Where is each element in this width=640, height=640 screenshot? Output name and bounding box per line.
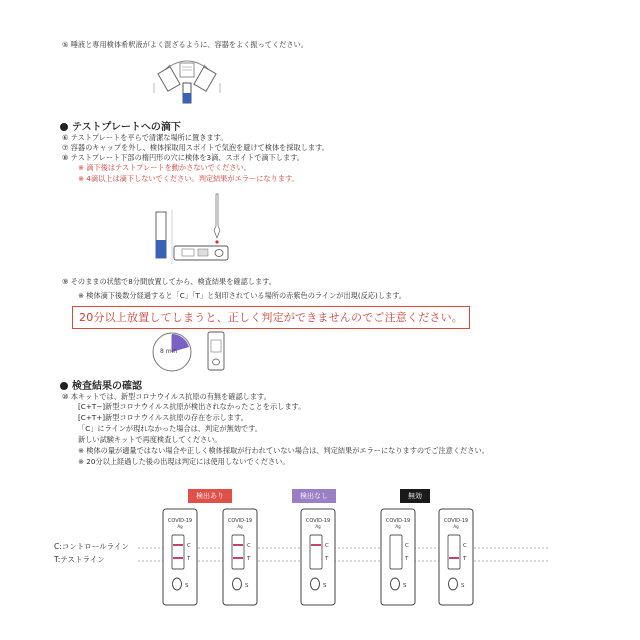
test-cassette bbox=[380, 508, 416, 610]
section-title-result bbox=[60, 377, 142, 392]
test-cassette bbox=[438, 508, 474, 610]
test-cassette bbox=[300, 508, 336, 610]
cassette-sub-label: Ag bbox=[453, 524, 459, 529]
warning-text: ※ 4滴以上は滴下しないでください。判定結果がエラーになります。 bbox=[78, 174, 299, 183]
c-mark: C bbox=[187, 543, 191, 549]
control-line-label: C:コントロールライン bbox=[54, 542, 129, 551]
guide-lines bbox=[138, 545, 548, 565]
section-title-dropping bbox=[60, 118, 181, 133]
c-mark: C bbox=[325, 543, 329, 549]
section-title-text: 検査結果の確認 bbox=[72, 381, 142, 392]
step-7-text: ⑦ 容器のキャップを外し、検体採取用スポイトで気泡を避けて検体を採取します。 bbox=[62, 143, 329, 152]
step-8-text: ⑧ テストプレート下部の楕円形の穴に検体を3滴、スポイトで滴下します。 bbox=[62, 153, 304, 162]
t-mark: T bbox=[187, 556, 191, 562]
t-mark: T bbox=[247, 556, 251, 562]
c-mark: C bbox=[463, 543, 467, 549]
badge-invalid: 無効 bbox=[400, 489, 430, 503]
step-9-text: ⑨ そのままの状態で8分間放置してから、検査結果を確認します。 bbox=[62, 277, 276, 286]
t-mark: T bbox=[405, 556, 409, 562]
step-6-text: ⑥ テストプレートを平らで清潔な場所に置きます。 bbox=[62, 133, 228, 142]
result-description: 新しい試験キットで再度検査してください。 bbox=[78, 435, 222, 444]
timer-label: 8 min bbox=[160, 348, 178, 355]
result-description: [C+T+]新型コロナウイルス抗原の存在を示します。 bbox=[78, 413, 248, 422]
result-description: 「C」にラインが現れなかった場合は、判定が無効です。 bbox=[78, 424, 262, 433]
shake-container-illustration bbox=[152, 55, 222, 113]
cassette-label: COVID-19 bbox=[385, 518, 411, 524]
cassette-sub-label: Ag bbox=[315, 524, 321, 529]
t-mark: T bbox=[325, 556, 329, 562]
s-mark: S bbox=[185, 583, 189, 589]
test-line-label: T:テストライン bbox=[54, 555, 105, 564]
result-description: [C+T−]新型コロナウイルス抗原が検出されなかったことを示します。 bbox=[78, 402, 306, 411]
step-10-text: ⑩ 本キットでは、新型コロナウイルス抗原の有無を確認します。 bbox=[62, 392, 271, 401]
cassette-label: COVID-19 bbox=[305, 518, 331, 524]
bullet-icon bbox=[60, 382, 68, 390]
c-mark: C bbox=[405, 543, 409, 549]
result-note: ※ 検体の量が適量ではない場合や正しく検体採取が行われていない場合は、判定結果がエラーになりますのでご注意ください。 bbox=[78, 446, 489, 455]
cassette-sub-label: Ag bbox=[395, 524, 401, 529]
bullet-icon bbox=[60, 123, 68, 131]
cassette-label: COVID-19 bbox=[167, 518, 193, 524]
s-mark: S bbox=[461, 583, 465, 589]
cassette-sub-label: Ag bbox=[237, 524, 243, 529]
warning-text: ※ 滴下後はテストプレートを動かさないでください。 bbox=[78, 163, 251, 172]
cassette-sub-label: Ag bbox=[177, 524, 183, 529]
test-cassette bbox=[222, 508, 258, 610]
dropper-test-plate-illustration bbox=[152, 190, 232, 268]
t-mark: T bbox=[463, 556, 467, 562]
section-title-text: テストプレートへの滴下 bbox=[72, 122, 181, 133]
step-9-note: ※ 検体滴下後数分経過すると「C」「T」と刻印されている場所の赤紫色のラインが出現(反応)します。 bbox=[78, 291, 406, 300]
result-note: ※ 20分以上経過した後の出現は判定には使用しないでください。 bbox=[78, 457, 290, 466]
c-mark: C bbox=[247, 543, 251, 549]
step-5-text: ⑤ 唾液と専用検体希釈液がよく混ざるように、容器をよく振ってください。 bbox=[62, 40, 308, 49]
s-mark: S bbox=[245, 583, 249, 589]
badge-positive: 検出あり bbox=[188, 489, 232, 503]
test-cassette bbox=[162, 508, 198, 610]
s-mark: S bbox=[403, 583, 407, 589]
cassette-label: COVID-19 bbox=[443, 518, 469, 524]
badge-negative: 検出なし bbox=[292, 489, 336, 503]
s-mark: S bbox=[323, 583, 327, 589]
notice-banner: 20分以上放置してしまうと、正しく判定ができませんのでご注意ください。 bbox=[72, 306, 470, 329]
cassette-label: COVID-19 bbox=[227, 518, 253, 524]
